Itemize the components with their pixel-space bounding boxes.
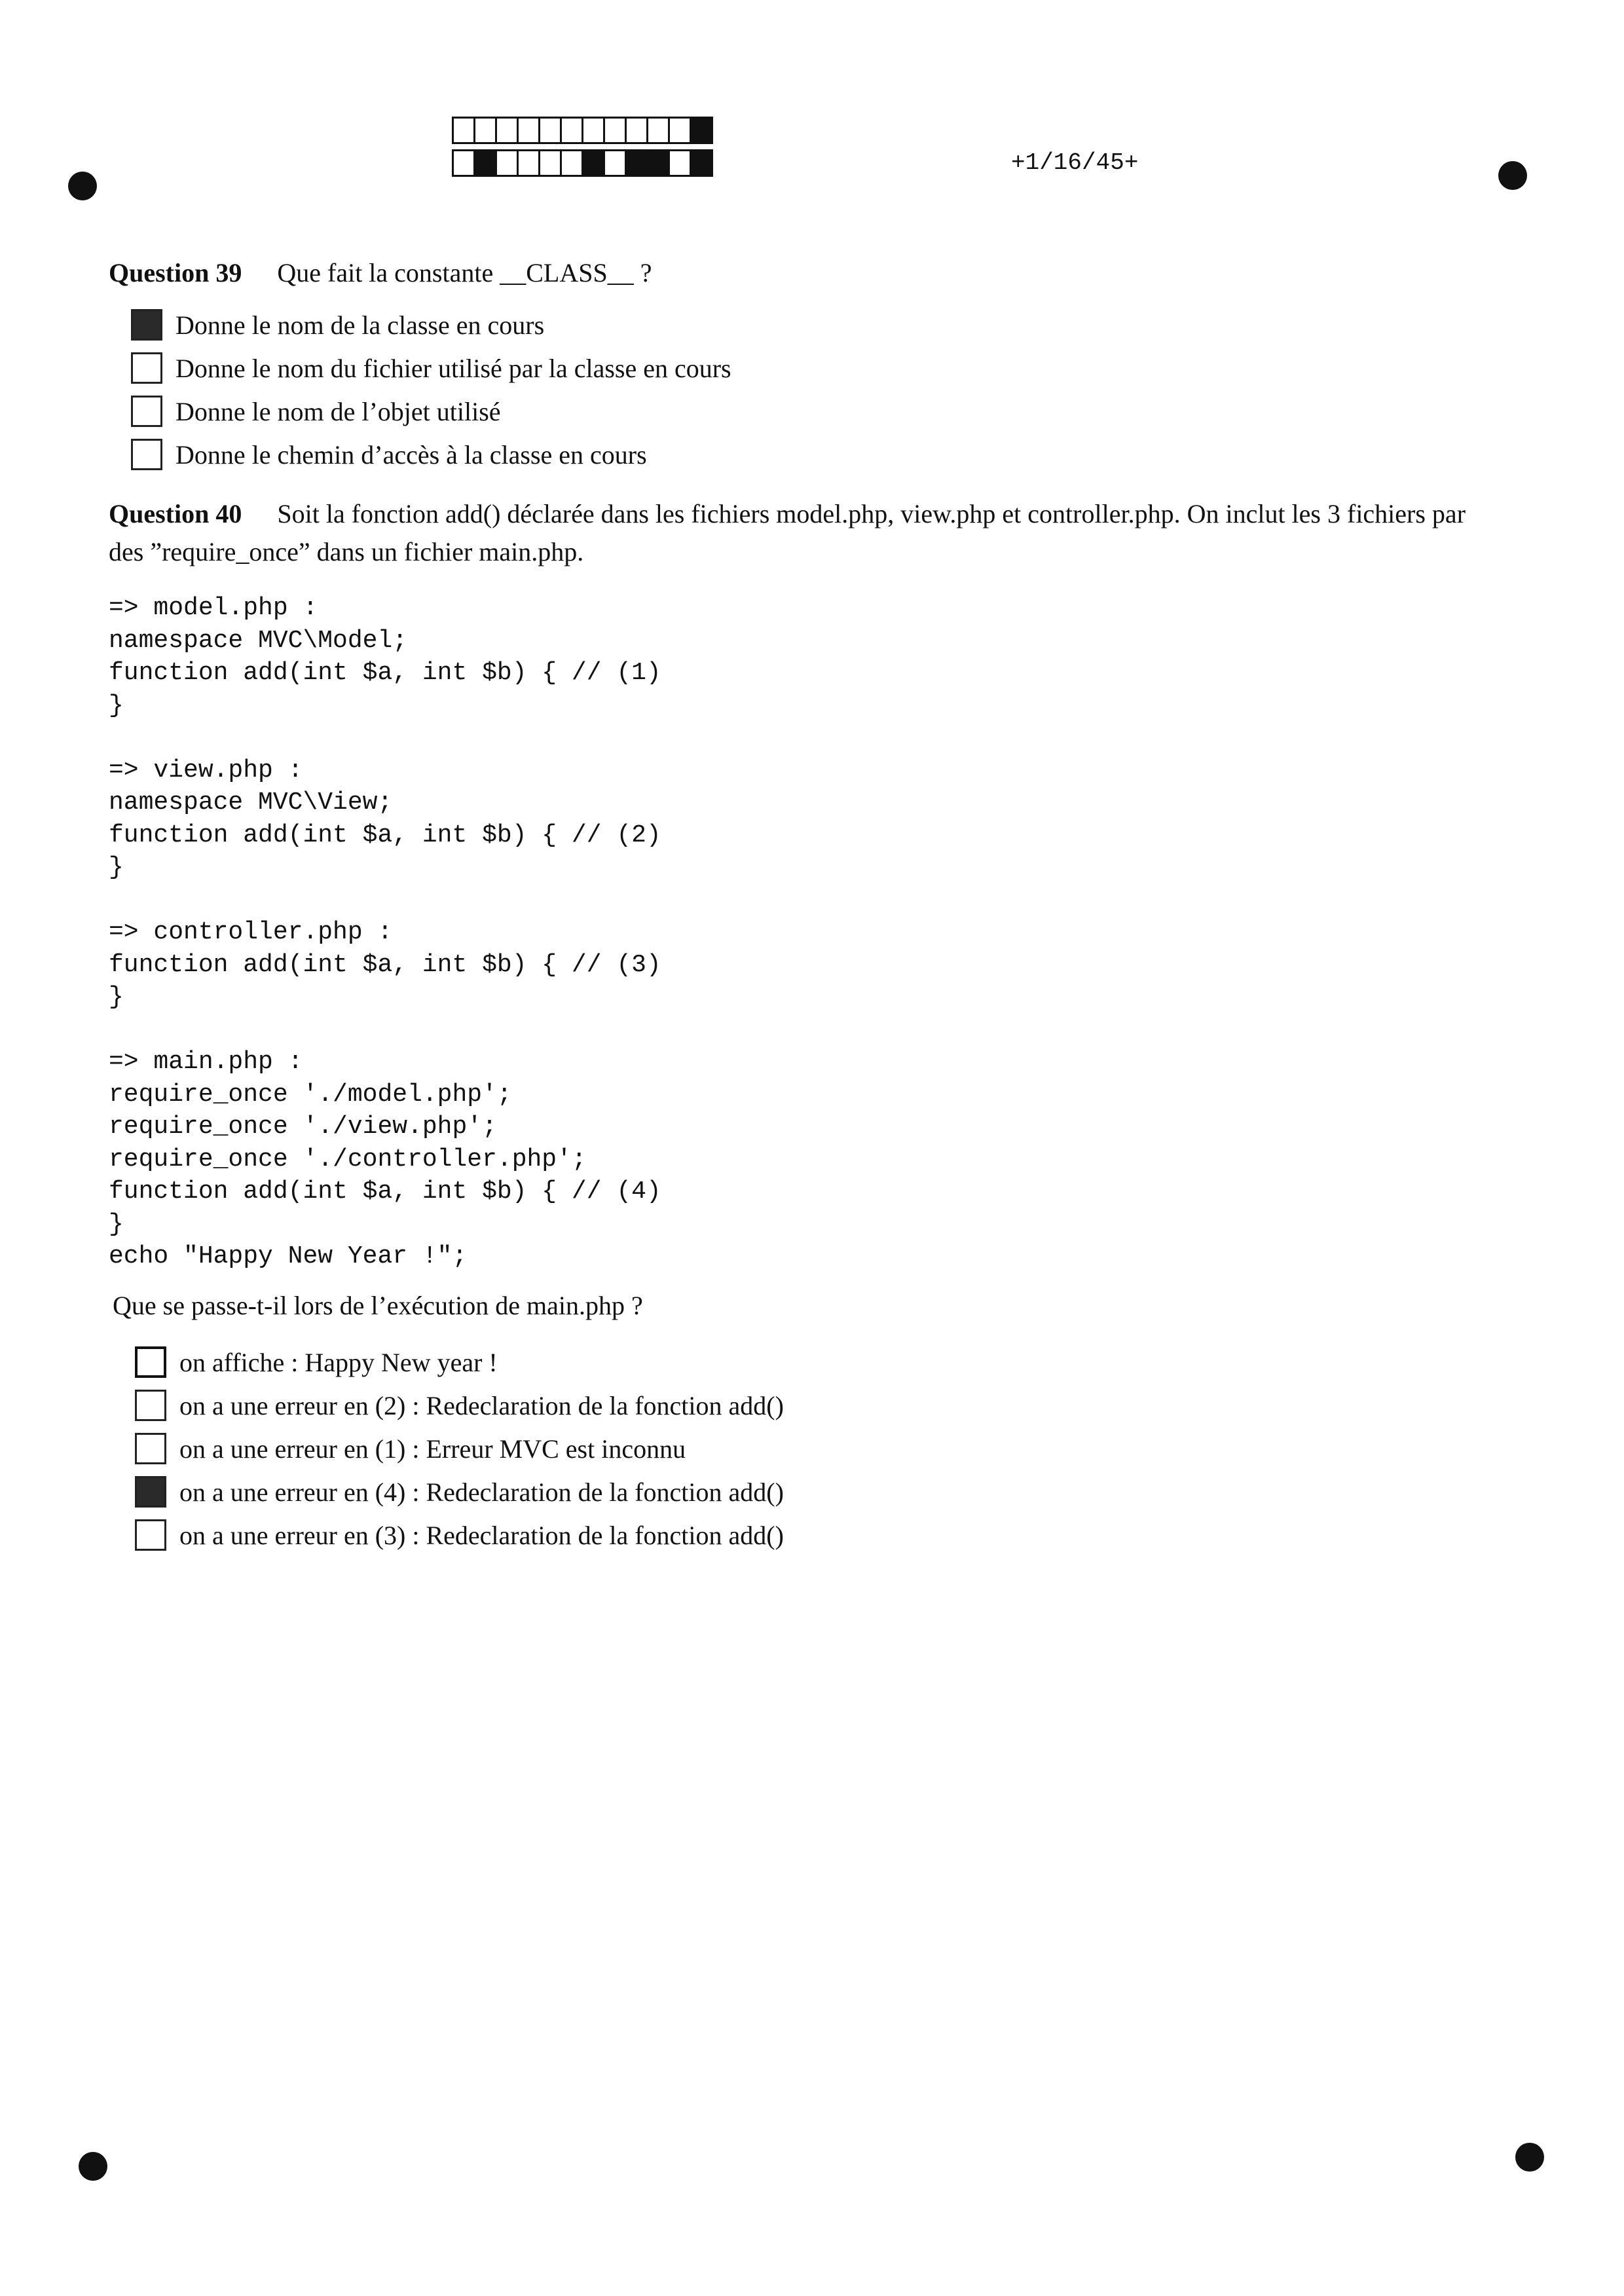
question-39 (109, 254, 652, 292)
barcode-cell (603, 149, 627, 177)
barcode-cell (473, 149, 497, 177)
checkbox[interactable] (131, 439, 162, 470)
answer-text: Donne le nom de la classe en cours (175, 310, 545, 340)
registration-mark-bottom-right (1515, 2143, 1544, 2172)
barcode-cell (690, 117, 713, 144)
answer-option[interactable] (131, 396, 501, 427)
barcode-cell (517, 117, 540, 144)
barcode-cell (495, 117, 519, 144)
barcode-cell (473, 117, 497, 144)
answer-option[interactable] (131, 309, 544, 341)
checkbox[interactable] (131, 352, 162, 384)
answer-text: on a une erreur en (4) : Redeclaration de la fonction add() (179, 1477, 784, 1507)
question-label: Question 40 (109, 499, 242, 528)
checkbox[interactable] (135, 1476, 166, 1508)
registration-mark-top-left (68, 172, 97, 200)
checkbox[interactable] (135, 1519, 166, 1551)
checkbox[interactable] (135, 1346, 166, 1378)
barcode-cell (452, 149, 475, 177)
answer-text: on a une erreur en (1) : Erreur MVC est inconnu (179, 1434, 686, 1464)
barcode-cell (646, 117, 670, 144)
answer-text: on a une erreur en (2) : Redeclaration de la fonction add() (179, 1390, 784, 1420)
barcode-cell (538, 117, 562, 144)
question-text: Soit la fonction add() déclarée dans les fichiers model.php, view.php et controller.php. On inclut les 3 fichiers par des ”require_once” dans un fichier main.php. (109, 499, 1466, 566)
registration-mark-bottom-left (79, 2152, 107, 2181)
answer-option[interactable] (131, 439, 647, 470)
checkbox[interactable] (131, 309, 162, 341)
barcode-cell (517, 149, 540, 177)
barcode-cell (646, 149, 670, 177)
answer-option[interactable] (135, 1519, 784, 1551)
barcode-cell (668, 149, 692, 177)
registration-mark-top-right (1498, 161, 1527, 190)
barcode-cell (625, 149, 648, 177)
question-prompt: Que se passe-t-il lors de l’exécution de main.php ? (113, 1291, 643, 1320)
barcode-cell (495, 149, 519, 177)
barcode-cell (581, 117, 605, 144)
barcode-top (452, 117, 711, 144)
barcode-cell (560, 149, 583, 177)
answer-text: on affiche : Happy New year ! (179, 1347, 498, 1377)
page-id: +1/16/45+ (1011, 149, 1139, 176)
checkbox[interactable] (135, 1390, 166, 1421)
answer-option[interactable] (135, 1390, 784, 1421)
barcode-cell (581, 149, 605, 177)
barcode-cell (560, 117, 583, 144)
answer-option[interactable] (135, 1433, 686, 1464)
answer-text: Donne le nom du fichier utilisé par la classe en cours (175, 353, 731, 383)
barcode-cell (538, 149, 562, 177)
code-block: => model.php : namespace MVC\Model; function add(int $a, int $b) { // (1) } => view.php : namespace MVC\View; function add(int $a, int $b) { // (2) } => controller.php : function add(int $a, int $b) { // (3) } => main.php : require_once './model.php'; require_once './view.php'; require_once './controller.php'; function add(int $a, int $b) { // (4) } echo "Happy New Year !"; (109, 594, 661, 1270)
barcode-cell (603, 117, 627, 144)
barcode-bottom (452, 149, 711, 177)
question-label: Question 39 (109, 258, 242, 287)
answer-text: on a une erreur en (3) : Redeclaration de la fonction add() (179, 1520, 784, 1550)
answer-text: Donne le nom de l’objet utilisé (175, 396, 501, 426)
answer-option[interactable] (135, 1476, 784, 1508)
answer-text: Donne le chemin d’accès à la classe en cours (175, 439, 647, 470)
checkbox[interactable] (135, 1433, 166, 1464)
question-text: Que fait la constante __CLASS__ ? (277, 258, 652, 287)
answer-option[interactable] (131, 352, 731, 384)
answer-option[interactable] (135, 1346, 498, 1378)
barcode-cell (668, 117, 692, 144)
checkbox[interactable] (131, 396, 162, 427)
barcode-cell (452, 117, 475, 144)
barcode-cell (690, 149, 713, 177)
question-40 (109, 495, 1504, 571)
barcode-cell (625, 117, 648, 144)
